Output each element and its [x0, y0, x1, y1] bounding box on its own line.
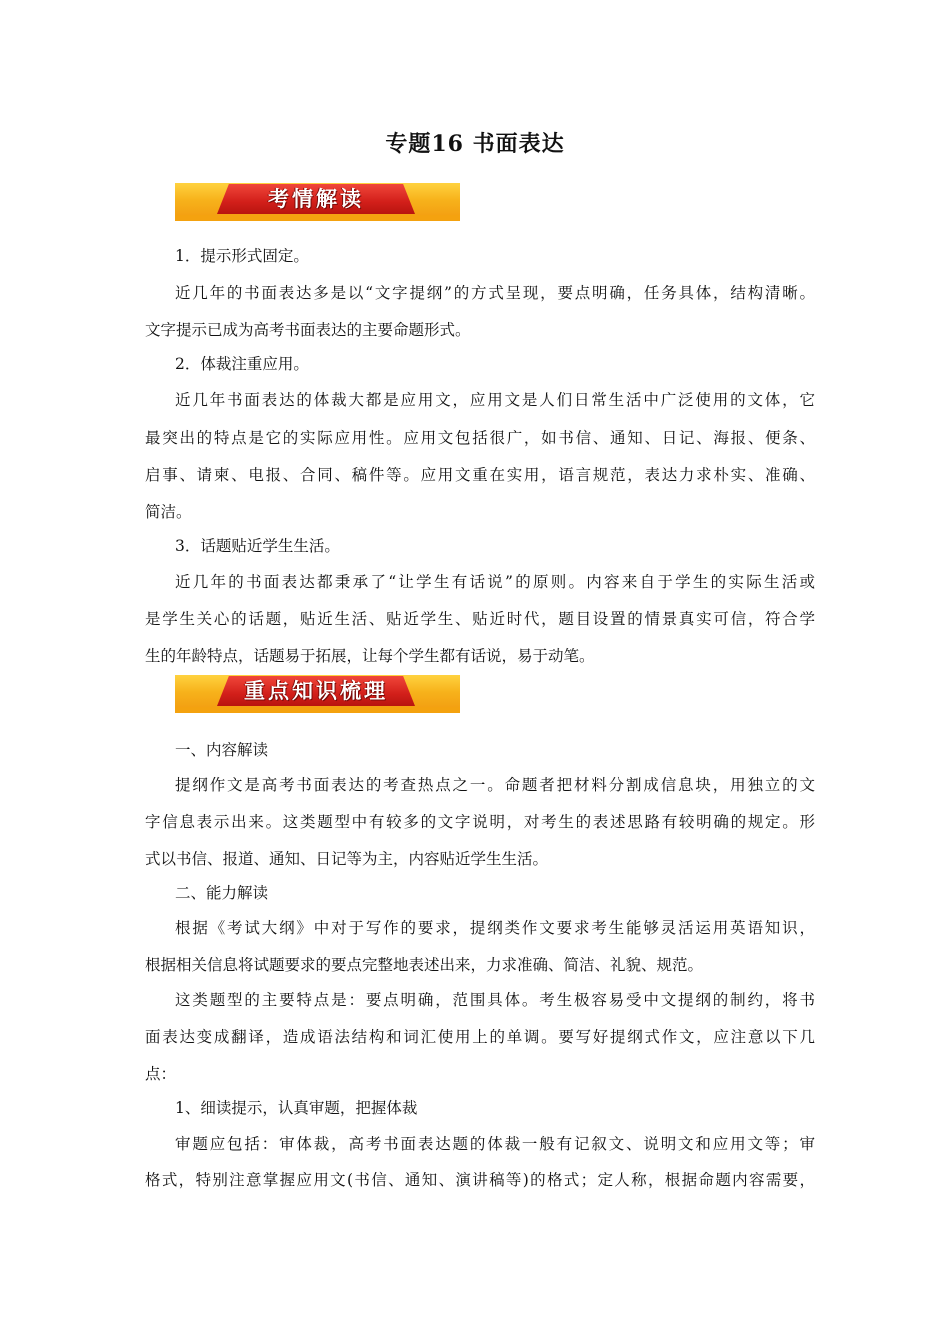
- section-banner-key-knowledge: [175, 675, 460, 713]
- paragraph-line: 近几年的书面表达都秉承了“让学生有话说”的原则。内容来自于学生的实际生活或: [175, 573, 815, 591]
- banner-strip: [175, 215, 460, 221]
- paragraph-line: 面表达变成翻译，造成语法结构和词汇使用上的单调。要写好提纲式作文，应注意以下几: [145, 1028, 815, 1046]
- paragraph-line: 字信息表示出来。这类题型中有较多的文字说明，对考生的表述思路有较明确的规定。形: [145, 813, 815, 831]
- paragraph-line: 式以书信、报道、通知、日记等为主，内容贴近学生生活。: [145, 850, 549, 868]
- banner-label: 重点知识梳理: [244, 679, 388, 703]
- paragraph-line: 文字提示已成为高考书面表达的主要命题形式。: [145, 321, 471, 339]
- paragraph-line: 近几年书面表达的体裁大都是应用文，应用文是人们日常生活中广泛使用的文体，它: [175, 391, 815, 409]
- section-banner-exam-analysis: [175, 183, 460, 221]
- paragraph-line: 3．话题贴近学生生活。: [175, 537, 340, 555]
- banner-strip: [175, 707, 460, 713]
- paragraph-line: 启事、请柬、电报、合同、稿件等。应用文重在实用，语言规范，表达力求朴实、准确、: [145, 466, 815, 484]
- paragraph-line: 根据相关信息将试题要求的要点完整地表述出来，力求准确、简洁、礼貌、规范。: [145, 956, 704, 974]
- paragraph-line: 生的年龄特点，话题易于拓展，让每个学生都有话说，易于动笔。: [145, 647, 595, 665]
- paragraph-line: 近几年的书面表达多是以“文字提纲”的方式呈现，要点明确，任务具体，结构清晰。: [175, 284, 815, 302]
- paragraph-line: 简洁。: [145, 503, 192, 521]
- page-title: 专题16 书面表达: [385, 131, 565, 157]
- banner-label: 考情解读: [268, 187, 364, 211]
- paragraph-line: 1、细读提示，认真审题，把握体裁: [175, 1099, 418, 1117]
- paragraph-line: 一、内容解读: [175, 741, 269, 759]
- paragraph-line: 1．提示形式固定。: [175, 247, 309, 265]
- paragraph-line: 格式，特别注意掌握应用文(书信、通知、演讲稿等)的格式；定人称，根据命题内容需要，: [145, 1171, 815, 1189]
- paragraph-line: 审题应包括：审体裁，高考书面表达题的体裁一般有记叙文、说明文和应用文等；审: [175, 1135, 815, 1153]
- paragraph-line: 是学生关心的话题，贴近生活、贴近学生、贴近时代，题目设置的情景真实可信，符合学: [145, 610, 815, 628]
- paragraph-line: 这类题型的主要特点是：要点明确，范围具体。考生极容易受中文提纲的制约，将书: [175, 991, 815, 1009]
- paragraph-line: 2．体裁注重应用。: [175, 355, 309, 373]
- paragraph-line: 提纲作文是高考书面表达的考查热点之一。命题者把材料分割成信息块，用独立的文: [175, 776, 815, 794]
- paragraph-line: 点：: [145, 1065, 177, 1083]
- paragraph-line: 二、能力解读: [175, 884, 269, 902]
- paragraph-line: 最突出的特点是它的实际应用性。应用文包括很广，如书信、通知、日记、海报、便条、: [145, 429, 815, 447]
- paragraph-line: 根据《考试大纲》中对于写作的要求，提纲类作文要求考生能够灵活运用英语知识，: [175, 919, 815, 937]
